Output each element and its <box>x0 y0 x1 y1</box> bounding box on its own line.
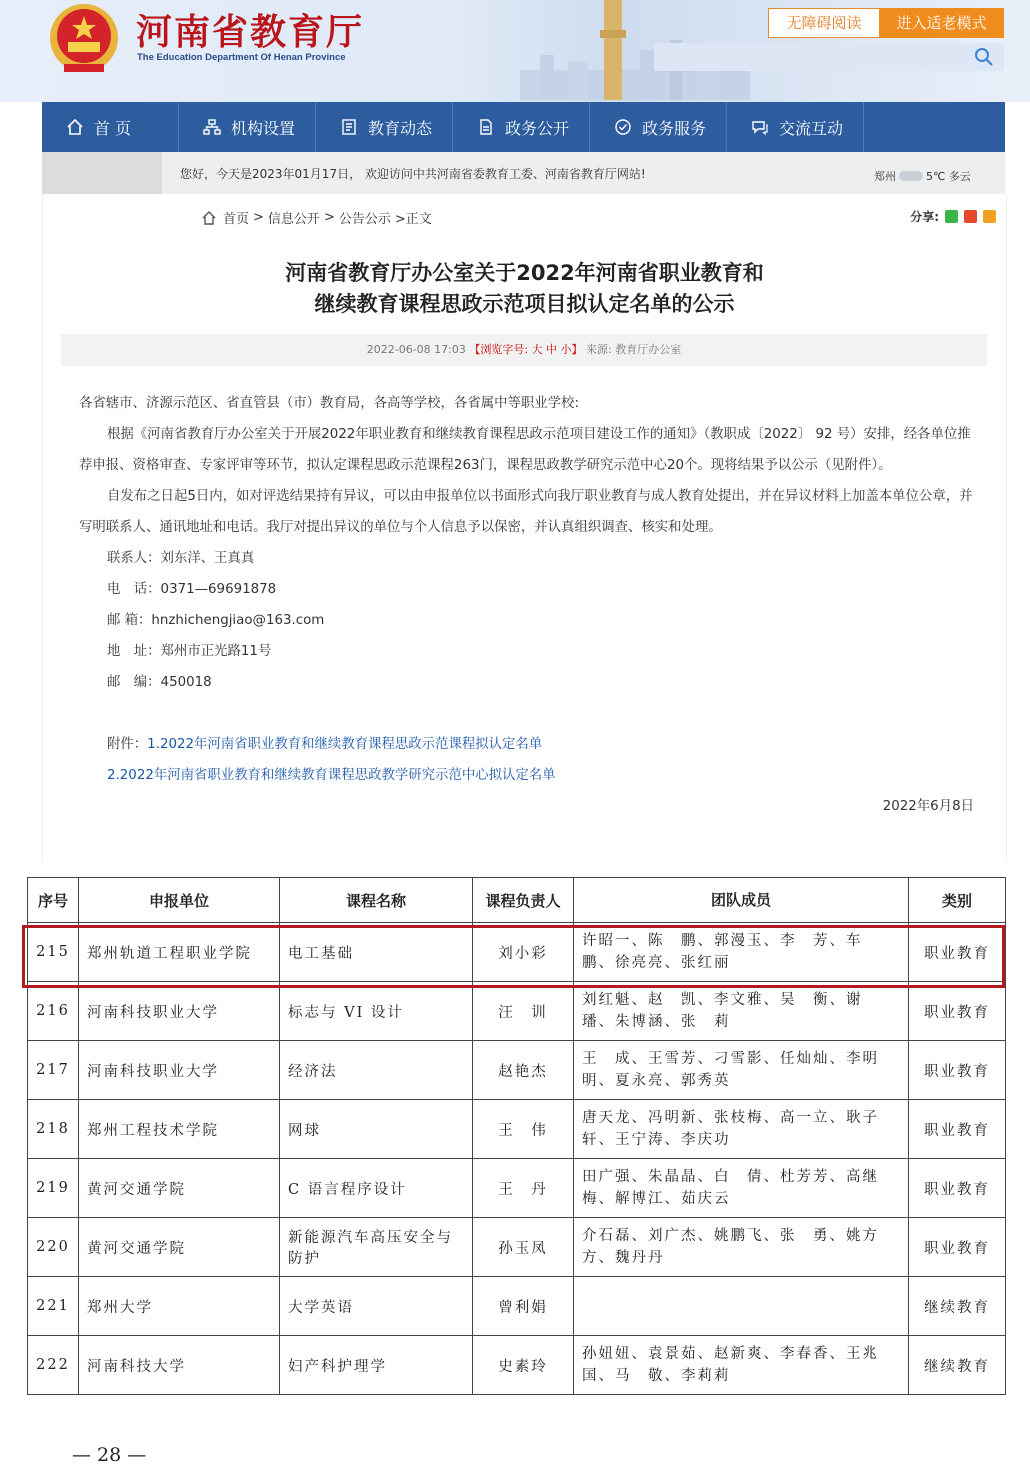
cell-lead: 孙玉凤 <box>473 1218 574 1277</box>
share-bar <box>910 208 996 225</box>
cell-no: 220 <box>28 1218 79 1277</box>
cell-unit: 郑州大学 <box>79 1277 280 1336</box>
contact-person: 联系人：刘东洋、王真真 <box>107 551 255 566</box>
paragraph-2: 自发布之日起5日内，如对评选结果持有异议，可以由申报单位以书面形式向我厅职业教育与成人教育处提出，并在异议材料上加盖本单位公章，并写明联系人、通讯地址和电话。我厅对提出异议的单位与个人信息予以保密，并认真组织调查、核实和处理。 <box>79 489 973 535</box>
cell-unit: 河南科技职业大学 <box>79 982 280 1041</box>
article-title <box>43 258 1006 320</box>
paragraph-1: 根据《河南省教育厅办公室关于开展2022年职业教育和继续教育课程思政示范项目建设工作的通知》（教职成〔2022〕 92 号）安排，经各单位推荐申报、资格审查、专家评审等环节，拟认定课程思政示范课程263门，课程思政教学研究示范中心20个。现将结果予以公示（见附件）。 <box>79 427 971 473</box>
breadcrumb-home[interactable]: 首页 <box>223 212 250 227</box>
article-container <box>42 194 1007 862</box>
table-row <box>28 1100 1006 1159</box>
org-icon <box>203 118 221 136</box>
contact-postcode: 邮 编：450018 <box>107 675 212 690</box>
search-icon[interactable] <box>974 47 994 67</box>
cell-type: 职业教育 <box>909 1218 1006 1277</box>
cell-course: 新能源汽车高压安全与防护 <box>280 1218 473 1277</box>
table-row <box>28 1041 1006 1100</box>
cell-type: 职业教育 <box>909 1159 1006 1218</box>
cell-lead: 汪 训 <box>473 982 574 1041</box>
cell-lead: 赵艳杰 <box>473 1041 574 1100</box>
home-icon <box>201 210 217 226</box>
attachment-label: 附件： <box>107 737 148 752</box>
salutation: 各省辖市、济源示范区、省直管县（市）教育局，各高等学校，各省属中等职业学校: <box>79 396 579 411</box>
attachment-line-2 <box>79 760 974 791</box>
weather-text: 5℃ 多云 <box>926 170 971 183</box>
table-row <box>28 1336 1006 1395</box>
wechat-share-icon[interactable] <box>945 210 958 223</box>
nav-label: 机构设置 <box>231 118 296 138</box>
nav-interaction[interactable] <box>727 102 864 152</box>
news-icon <box>340 118 358 136</box>
greeting-text: 您好，今天是2023年01月17日， 欢迎访问中共河南省委教育工委、河南省教育厅网站! <box>180 167 646 181</box>
header-lead: 课程负责人 <box>473 878 574 923</box>
contact-email: 邮 箱：hnzhichengjiao@163.com <box>107 613 325 628</box>
cell-type: 继续教育 <box>909 1336 1006 1395</box>
nav-label: 交流互动 <box>779 118 844 138</box>
nav-education-news[interactable] <box>316 102 453 152</box>
nav-label: 政务公开 <box>505 118 570 138</box>
attachment-link-2[interactable]: 2.2022年河南省职业教育和继续教育课程思政教学研究示范中心拟认定名单 <box>107 768 556 783</box>
cell-unit: 郑州工程技术学院 <box>79 1100 280 1159</box>
article-meta <box>61 334 987 366</box>
cell-no: 222 <box>28 1336 79 1395</box>
cell-lead: 曾利娟 <box>473 1277 574 1336</box>
cell-team: 唐天龙、冯明新、张枝梅、高一立、耿子轩、王宁涛、李庆功 <box>574 1100 909 1159</box>
cell-lead: 刘小彩 <box>473 923 574 982</box>
share-label: 分享: <box>910 210 939 224</box>
cell-no: 221 <box>28 1277 79 1336</box>
header-no: 序号 <box>28 878 79 923</box>
cell-team: 许昭一、陈 鹏、郭漫玉、李 芳、车 鹏、徐亮亮、张红丽 <box>574 923 909 982</box>
publish-date: 2022-06-08 17:03 <box>366 343 466 356</box>
site-subtitle: The Education Department Of Henan Province <box>137 52 346 63</box>
nav-label: 首 页 <box>94 118 132 138</box>
cell-course: 网球 <box>280 1100 473 1159</box>
weather-city: 郑州 <box>874 170 896 183</box>
header-team: 团队成员 <box>574 878 909 923</box>
cell-type: 职业教育 <box>909 982 1006 1041</box>
cell-lead: 王 伟 <box>473 1100 574 1159</box>
info-bar-left-panel <box>42 152 162 194</box>
header-type: 类别 <box>909 878 1006 923</box>
cell-type: 职业教育 <box>909 1100 1006 1159</box>
attachment-line-1 <box>79 729 974 760</box>
contact-address: 地 址：郑州市正光路11号 <box>107 644 272 659</box>
cell-team: 孙妞妞、袁景茹、赵新爽、李春香、王兆国、马 敬、李莉莉 <box>574 1336 909 1395</box>
service-icon <box>614 118 632 136</box>
table-row <box>28 1277 1006 1336</box>
contact-phone: 电 话：0371—69691878 <box>107 582 277 597</box>
accessibility-reading-button[interactable]: 无障碍阅读 <box>768 8 880 38</box>
cell-type: 职业教育 <box>909 1041 1006 1100</box>
weather-widget <box>874 168 971 184</box>
cell-unit: 郑州轨道工程职业学院 <box>79 923 280 982</box>
qq-share-icon[interactable] <box>983 210 996 223</box>
site-title[interactable]: 河南省教育厅 <box>136 12 365 53</box>
site-header <box>0 0 1030 102</box>
main-nav <box>42 102 1005 152</box>
cell-team: 田广强、朱晶晶、白 倩、杜芳芳、高继梅、解博江、茹庆云 <box>574 1159 909 1218</box>
cell-team: 刘红魁、赵 凯、李文雅、吴 衡、谢 璠、朱博涵、张 莉 <box>574 982 909 1041</box>
cell-type: 继续教育 <box>909 1277 1006 1336</box>
cell-course: 标志与 VI 设计 <box>280 982 473 1041</box>
nav-home[interactable] <box>42 102 179 152</box>
cell-no: 218 <box>28 1100 79 1159</box>
header-unit: 申报单位 <box>79 878 280 923</box>
header-course: 课程名称 <box>280 878 473 923</box>
nav-label: 教育动态 <box>368 118 433 138</box>
cell-course: C 语言程序设计 <box>280 1159 473 1218</box>
table-row <box>28 982 1006 1041</box>
table-row <box>28 1218 1006 1277</box>
spacer <box>79 698 974 729</box>
cell-team: 介石磊、刘广杰、姚鹏飞、张 勇、姚方方、魏丹丹 <box>574 1218 909 1277</box>
table-row <box>28 1159 1006 1218</box>
doc-icon <box>477 118 495 136</box>
cell-unit: 河南科技大学 <box>79 1336 280 1395</box>
cell-lead: 王 丹 <box>473 1159 574 1218</box>
cell-unit: 黄河交通学院 <box>79 1218 280 1277</box>
breadcrumb-info-disclosure[interactable]: 信息公开 <box>267 212 320 227</box>
cell-team <box>574 1277 909 1336</box>
breadcrumb-announcements[interactable]: 公告公示 <box>338 212 391 227</box>
cell-unit: 黄河交通学院 <box>79 1159 280 1218</box>
article-body <box>79 388 974 822</box>
cell-team: 王 成、王雪芳、刁雪影、任灿灿、李明明、夏永亮、郭秀英 <box>574 1041 909 1100</box>
cell-course: 妇产科护理学 <box>280 1336 473 1395</box>
interact-icon <box>751 118 769 136</box>
cell-no: 219 <box>28 1159 79 1218</box>
cell-type: 职业教育 <box>909 923 1006 982</box>
page-number: — 28 — <box>72 1444 147 1466</box>
cell-course: 电工基础 <box>280 923 473 982</box>
nav-organization[interactable] <box>179 102 316 152</box>
nav-government-services[interactable] <box>590 102 727 152</box>
national-emblem-icon <box>44 0 124 78</box>
article-title-line1: 河南省教育厅办公室关于2022年河南省职业教育和 <box>285 261 764 285</box>
cell-unit: 河南科技职业大学 <box>79 1041 280 1100</box>
breadcrumb-separator: > <box>253 210 264 225</box>
nav-label: 政务服务 <box>642 118 707 138</box>
cell-course: 大学英语 <box>280 1277 473 1336</box>
article-source: 来源: 教育厅办公室 <box>586 343 682 356</box>
breadcrumb-separator: > <box>323 210 335 225</box>
sign-date: 2022年6月8日 <box>882 799 974 814</box>
info-bar <box>42 152 1005 194</box>
cell-no: 216 <box>28 982 79 1041</box>
cell-no: 215 <box>28 923 79 982</box>
article-title-line2: 继续教育课程思政示范项目拟认定名单的公示 <box>314 292 735 316</box>
font-size-switcher[interactable]: 【浏览字号: 大 中 小】 <box>469 343 583 356</box>
home-icon <box>66 118 84 136</box>
table-header-row <box>28 878 1006 923</box>
search-input[interactable] <box>654 43 1004 71</box>
cell-course: 经济法 <box>280 1041 473 1100</box>
nav-government-affairs[interactable] <box>453 102 590 152</box>
row-highlight-box <box>22 925 1005 988</box>
cloud-icon <box>899 171 923 181</box>
breadcrumb <box>201 208 436 227</box>
elder-mode-button[interactable]: 进入适老模式 <box>879 8 1004 38</box>
breadcrumb-current: >正文 <box>394 212 432 227</box>
attachment-link-1[interactable]: 1.2022年河南省职业教育和继续教育课程思政示范课程拟认定名单 <box>147 737 543 752</box>
cell-lead: 史素玲 <box>473 1336 574 1395</box>
weibo-share-icon[interactable] <box>964 210 977 223</box>
cell-no: 217 <box>28 1041 79 1100</box>
